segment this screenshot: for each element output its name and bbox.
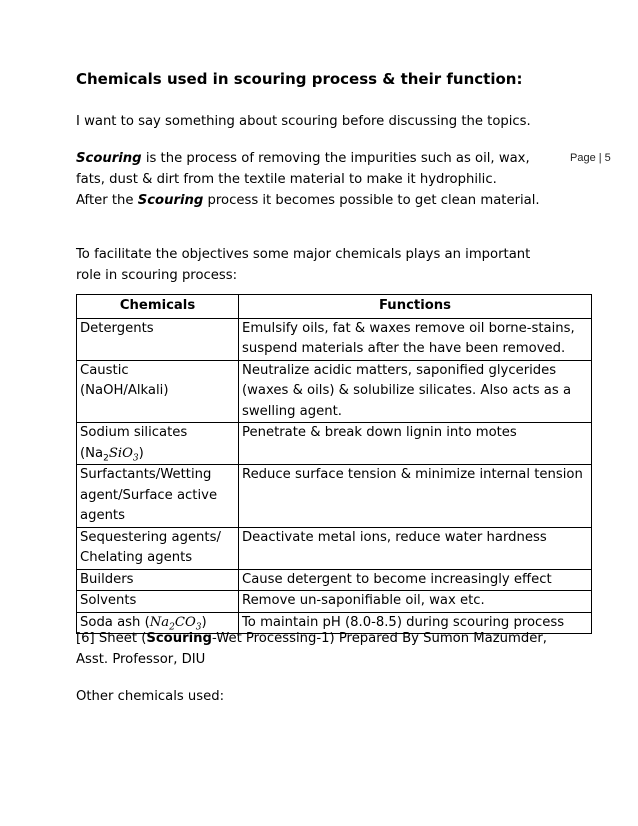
table-row (77, 527, 592, 569)
chemical-cell: Builders (77, 569, 239, 591)
reference-line-2: Asst. Professor, DIU (76, 652, 206, 667)
chemical-cell: Soda ash $(Na_2CO_3)$ (77, 612, 239, 634)
facilitate-paragraph (76, 244, 556, 286)
function-cell: To maintain pH (8.0-8.5) during scouring process (239, 612, 592, 634)
chemical-name: Caustic (80, 362, 129, 378)
header-functions: Functions (239, 295, 592, 319)
term-scouring-2: Scouring (137, 193, 204, 208)
chemical-name: Sodium silicates (80, 425, 188, 440)
table-row (77, 569, 592, 591)
reference-bold: Scouring (146, 631, 212, 646)
definition-text-1: is the process of removing the impurities such as oil, wax, (141, 151, 530, 166)
reference-paragraph: [6] Sheet (Scouring-Wet Processing-1) Prepared By Sumon Mazumder, Asst. Professor, DIU (76, 631, 547, 667)
chemical-formula: $(Na_2SiO_3)$ (80, 445, 144, 464)
facilitate-line-1: To facilitate the objectives some major chemicals plays an important (76, 247, 531, 262)
other-chemicals-label: Other chemicals used: (76, 689, 225, 704)
chemical-cell: Surfactants/Wetting agent/Surface active agents (77, 465, 239, 528)
function-cell: Emulsify oils, fat & waxes remove oil borne-stains, suspend materials after the have been removed. (239, 318, 592, 360)
table-row (77, 318, 592, 360)
function-cell: Penetrate & break down lignin into motes (239, 423, 592, 465)
definition-text-2: fats, dust & dirt from the textile material to make it hydrophilic. (76, 172, 497, 187)
page-number: Page | 5 (570, 152, 611, 164)
header-chemicals: Chemicals (77, 295, 239, 319)
table-row (77, 591, 592, 613)
function-cell: Remove un-saponifiable oil, wax etc. (239, 591, 592, 613)
function-cell: Deactivate metal ions, reduce water hardness (239, 527, 592, 569)
table-row (77, 423, 592, 465)
chemical-formula: (NaOH/Alkali) (80, 383, 169, 398)
function-cell: Reduce surface tension & minimize internal tension (239, 465, 592, 528)
chemical-cell (77, 423, 239, 465)
term-scouring: Scouring (76, 151, 142, 166)
chemical-cell: Solvents (77, 591, 239, 613)
chemical-cell: Sequestering agents/ Chelating agents (77, 527, 239, 569)
scouring-definition (76, 148, 556, 211)
section-heading: Chemicals used in scouring process & their function: (76, 70, 523, 88)
intro-paragraph: I want to say something about scouring before discussing the topics. (76, 114, 531, 129)
table-header-row (77, 295, 592, 319)
facilitate-line-2: role in scouring process: (76, 268, 238, 283)
chemical-cell: Detergents (77, 318, 239, 360)
table-row (77, 360, 592, 423)
chemical-cell (77, 360, 239, 423)
function-cell: Neutralize acidic matters, saponified glycerides (waxes & oils) & solubilize silicates. Also acts as a swelling agent. (239, 360, 592, 423)
chemicals-table (76, 294, 592, 634)
table-row (77, 465, 592, 528)
definition-text-3a: After the (76, 193, 138, 208)
definition-text-3b: process it becomes possible to get clean material. (203, 193, 540, 208)
function-cell: Cause detergent to become increasingly effect (239, 569, 592, 591)
